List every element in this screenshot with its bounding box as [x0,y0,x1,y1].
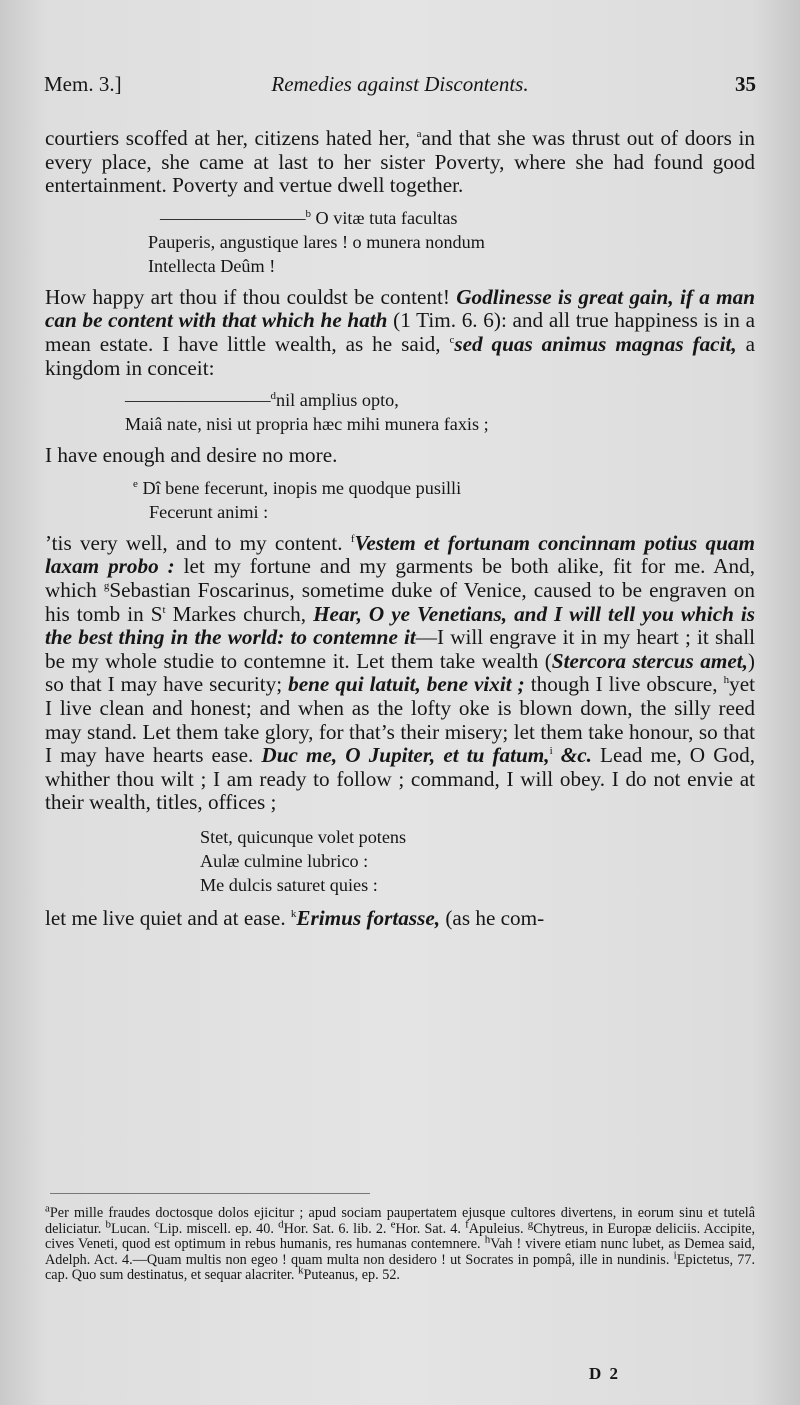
paragraph-4: ’tis very well, and to my content. $^f$Vestem et fortunam concinnam potius quam laxam probo : let my fortune and my garments be both alike, fit for me. And, which $^g$Sebastian Foscarinus, sometime duke of Venice, caused to be engraven on his tomb in $S^t$ Markes church, Hear, O ye Venetians, and I will tell you which is the best thing in the world: to contemne it—I will engrave it in my heart ; it shall be my whole studie to contemne it. Let them take wealth (Stercora stercus amet,) so that I may have security; bene qui latuit, bene vixit ; though I live obscure, $^h$yet I live clean and honest; and when as the lofty oke is blown down, the silly reed may stand. Let them take glory, for that’s their misery; let them take honour, so that I may have hearts ease. Duc me, O Jupiter, et tu fatum,$^i$ &c. Lead me, O God, whither thou wilt ; I am ready to follow ; command, I will obey. I do not envie at their wealth, titles, offices ; [45,530,756,815]
verse-quote-1 [45,206,755,278]
note-ref-i: i [549,745,553,758]
note-ref-k: k [290,907,297,920]
footnote-e: Hor. Sat. 4. [395,1220,461,1237]
verse-line: Aulæ culmine lubrico : [200,850,369,871]
note-ref-b: b [305,207,311,220]
page-number: 35 [735,72,756,96]
footnote-d: Hor. Sat. 6. lib. 2. [283,1220,387,1237]
footnote-b: Lucan. [111,1220,150,1237]
verse-line: ————————$^b$ O vitæ tuta facultas [160,207,458,228]
note-ref-a: a [416,127,422,140]
verse-line: Maiâ nate, nisi ut propria hæc mihi munera faxis ; [125,414,489,435]
verse-line: Me dulcis saturet quies : [200,874,378,895]
main-text [45,127,755,930]
verse-quote-4 [45,825,755,897]
footnote-g: Chytreus, in Europæ deliciis. Accipite, cives Veneti, quod est optimum in rebus humanis, res humanas contemnere. [45,1220,756,1253]
paragraph-3: I have enough and desire no more. [45,443,338,468]
verse-line: Fecerunt animi : [149,501,269,522]
verse-line: $^e$ Dî bene fecerunt, inopis me quodque pusilli [133,477,462,498]
note-ref-c: c [449,333,455,346]
note-ref-f: f [350,532,355,545]
footnote-i: Epictetus, 77. cap. Quo sum destinatus, et sequar alacriter. [45,1251,756,1284]
verse-line: Pauperis, angustique lares ! o munera nondum [148,231,485,252]
footnote-divider [50,1193,370,1194]
note-ref-e: e [133,477,138,490]
paragraph-5: let me live quiet and at ease. $^k$Erimus fortasse, (as he com- [45,905,545,930]
footnote-k: Puteanus, ep. 52. [303,1267,400,1284]
note-ref-h: h [723,674,730,687]
note-ref-g: g [103,579,110,592]
footnotes: $^a$Per mille fraudes doctosque dolos ejicitur ; apud sociam paupertatem ejusque cultores divertens, in eorum sinu et tutelâ deliciatur. $^b$Lucan. $^c$Lip. miscell. ep. 40. $^d$Hor. Sat. 6. lib. 2. $^e$Hor. Sat. 4. $^f$Apuleius. $^g$Chytreus, in Europæ deliciis. Accipite, cives Veneti, quod est optimum in rebus humanis, res humanas contemnere. $^h$Vah ! vivere etiam nunc lubet, as Demea said, Adelph. Act. 4.—Quam multis non egeo ! quam multa non desidero ! ut Socrates in pompâ, ille in nundinis. $^i$Epictetus, 77. cap. Quo sum destinatus, et sequar alacriter. $^k$Puteanus, ep. 52. [45,1202,756,1284]
signature-mark: D 2 [588,1364,620,1383]
paragraph-1: courtiers scoffed at her, citizens hated her, $^a$and that she was thrust out of doors in every place, she came at last to her sister Poverty, where she had found good entertainment. Poverty and vertue dwell together. [45,126,755,198]
footnote-f: Apuleius. [468,1220,524,1237]
note-ref-d: d [270,390,276,403]
verse-line: Stet, quicunque volet potens [200,826,407,847]
footnote-a: Per mille fraudes doctosque dolos ejicitur ; apud sociam paupertatem ejusque cultores divertens, in eorum sinu et tutelâ deliciatur. [45,1205,755,1237]
verse-quote-2 [45,388,755,436]
verse-quote-3 [45,476,755,524]
running-header [44,72,756,102]
footnote-c: Lip. miscell. ep. 40. [159,1220,274,1237]
paragraph-2: How happy art thou if thou couldst be content! Godlinesse is great gain, if a man can be content with that which he hath (1 Tim. 6. 6): and all true happiness is in a mean estate. I have little wealth, as he said, $^c$sed quas animus magnas facit, a kingdom in conceit: [45,284,756,380]
footnote-h: Vah ! vivere etiam nunc lubet, as Demea said, Adelph. Act. 4.—Quam multis non egeo ! quam multa non desidero ! ut Socrates in pompâ, ille in nundinis. [45,1236,756,1268]
section-reference: Mem. 3.] [44,72,122,96]
verse-line: ————————$^d$nil amplius opto, [125,390,399,411]
verse-line: Intellecta Deûm ! [148,255,276,276]
running-title: Remedies against Discontents. [271,72,529,96]
